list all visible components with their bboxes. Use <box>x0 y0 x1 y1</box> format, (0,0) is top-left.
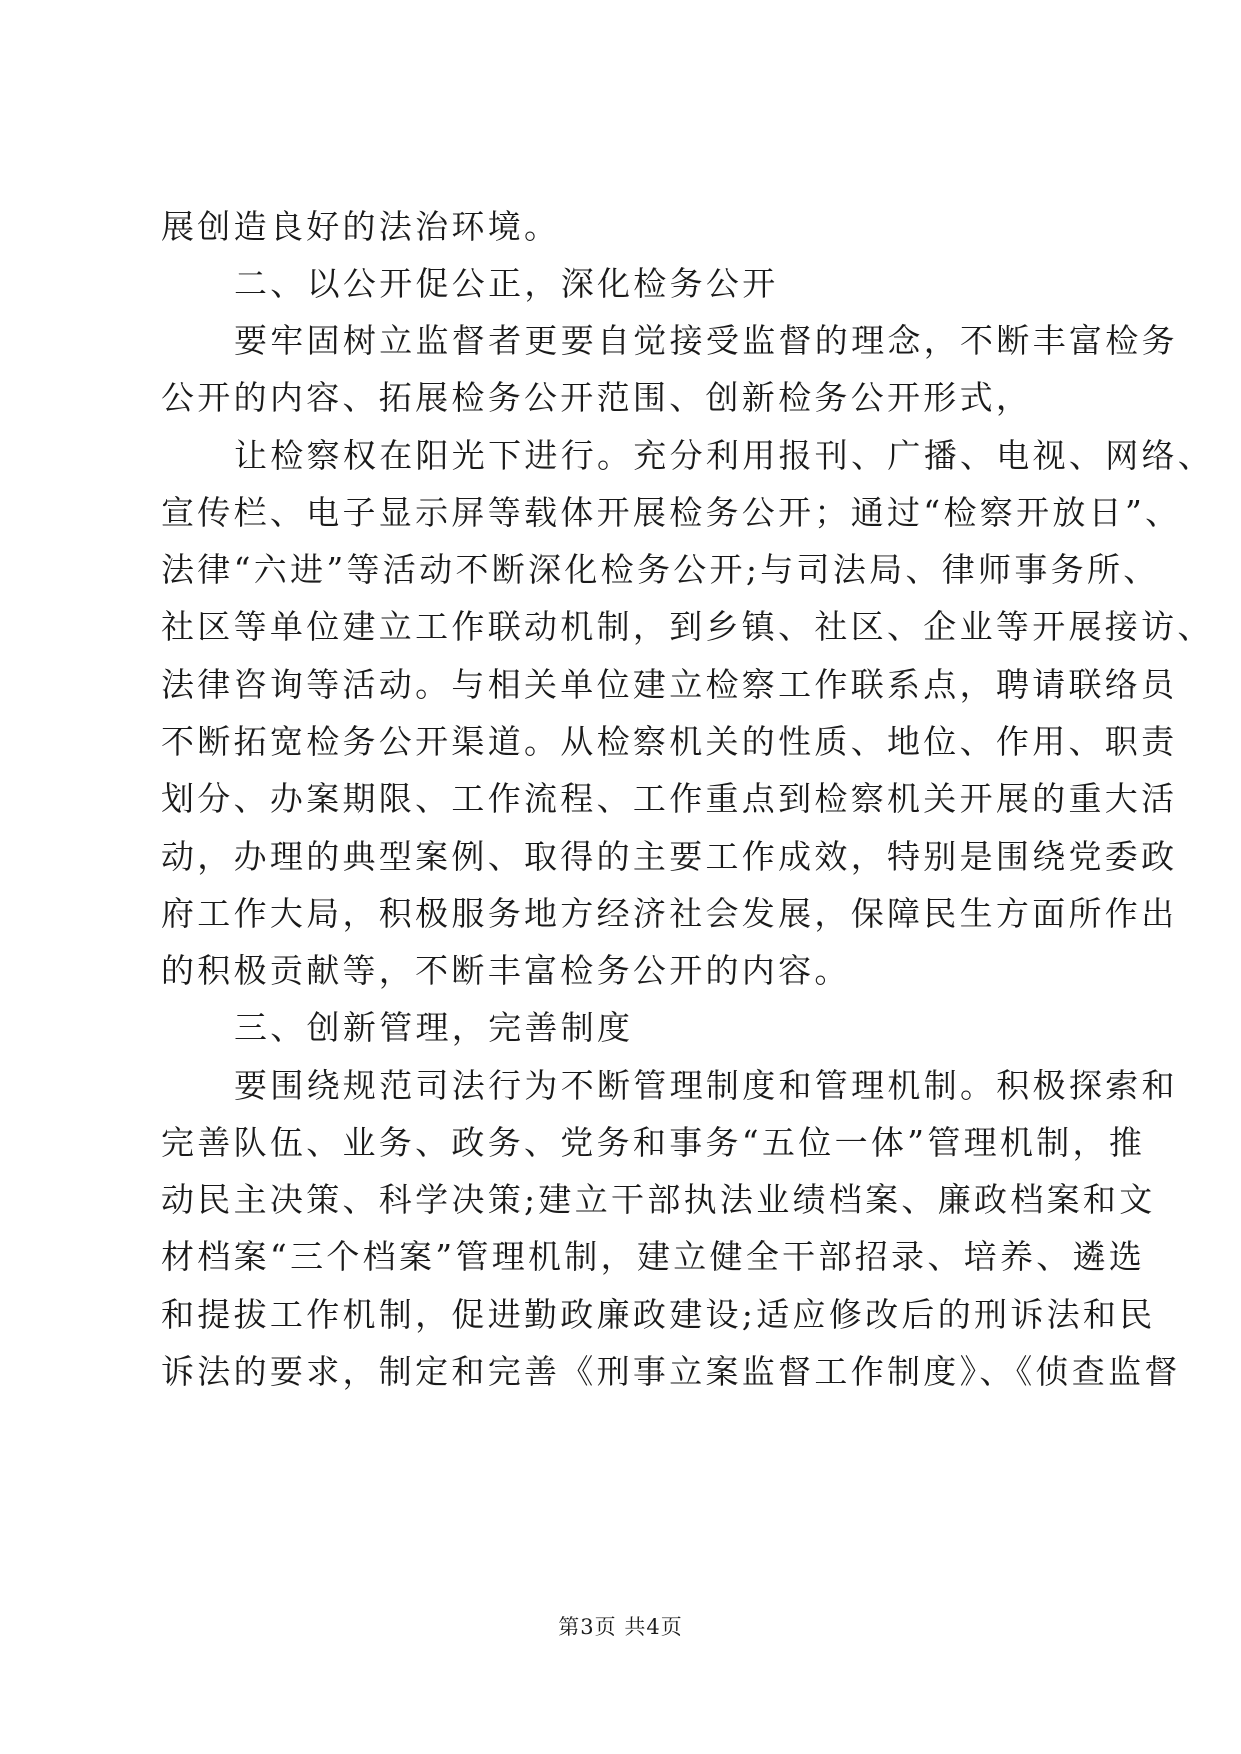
text-line: 动民主决策、科学决策;建立干部执法业绩档案、廉政档案和文 <box>161 1180 1156 1219</box>
text-line: 动，办理的典型案例、取得的主要工作成效，特别是围绕党委政 <box>161 837 1178 876</box>
text-line: 府工作大局，积极服务地方经济社会发展，保障民生方面所作出 <box>161 894 1178 933</box>
text-line: 划分、办案期限、工作流程、工作重点到检察机关开展的重大活 <box>161 779 1178 818</box>
text-line: 材档案“三个档案”管理机制，建立健全干部招录、培养、遴选 <box>161 1237 1146 1276</box>
section-heading: 二、以公开促公正，深化检务公开 <box>234 264 779 303</box>
text-line: 让检察权在阳光下进行。充分利用报刊、广播、电视、网络、 <box>234 436 1215 475</box>
text-line: 法律“六进”等活动不断深化检务公开;与司法局、律师事务所、 <box>161 550 1160 589</box>
text-line: 不断拓宽检务公开渠道。从检察机关的性质、地位、作用、职责 <box>161 722 1178 761</box>
page-number-footer: 第3页 共4页 <box>558 1615 683 1639</box>
text-line: 公开的内容、拓展检务公开范围、创新检务公开形式， <box>161 378 1033 417</box>
text-line: 要牢固树立监督者更要自觉接受监督的理念，不断丰富检务 <box>234 321 1178 360</box>
text-line: 社区等单位建立工作联动机制，到乡镇、社区、企业等开展接访、 <box>161 607 1214 646</box>
text-line: 的积极贡献等，不断丰富检务公开的内容。 <box>161 951 851 990</box>
text-line: 展创造良好的法治环境。 <box>161 207 561 246</box>
text-line: 完善队伍、业务、政务、党务和事务“五位一体”管理机制，推 <box>161 1123 1146 1162</box>
text-line: 和提拔工作机制，促进勤政廉政建设;适应修改后的刑诉法和民 <box>161 1295 1156 1334</box>
text-line: 要围绕规范司法行为不断管理制度和管理机制。积极探索和 <box>234 1066 1178 1105</box>
text-line: 法律咨询等活动。与相关单位建立检察工作联系点，聘请联络员 <box>161 665 1178 704</box>
section-heading: 三、创新管理，完善制度 <box>234 1008 634 1047</box>
text-line: 宣传栏、电子显示屏等载体开展检务公开；通过“检察开放日”、 <box>161 493 1182 532</box>
text-line: 诉法的要求，制定和完善《刑事立案监督工作制度》、《侦查监督 <box>161 1352 1181 1391</box>
